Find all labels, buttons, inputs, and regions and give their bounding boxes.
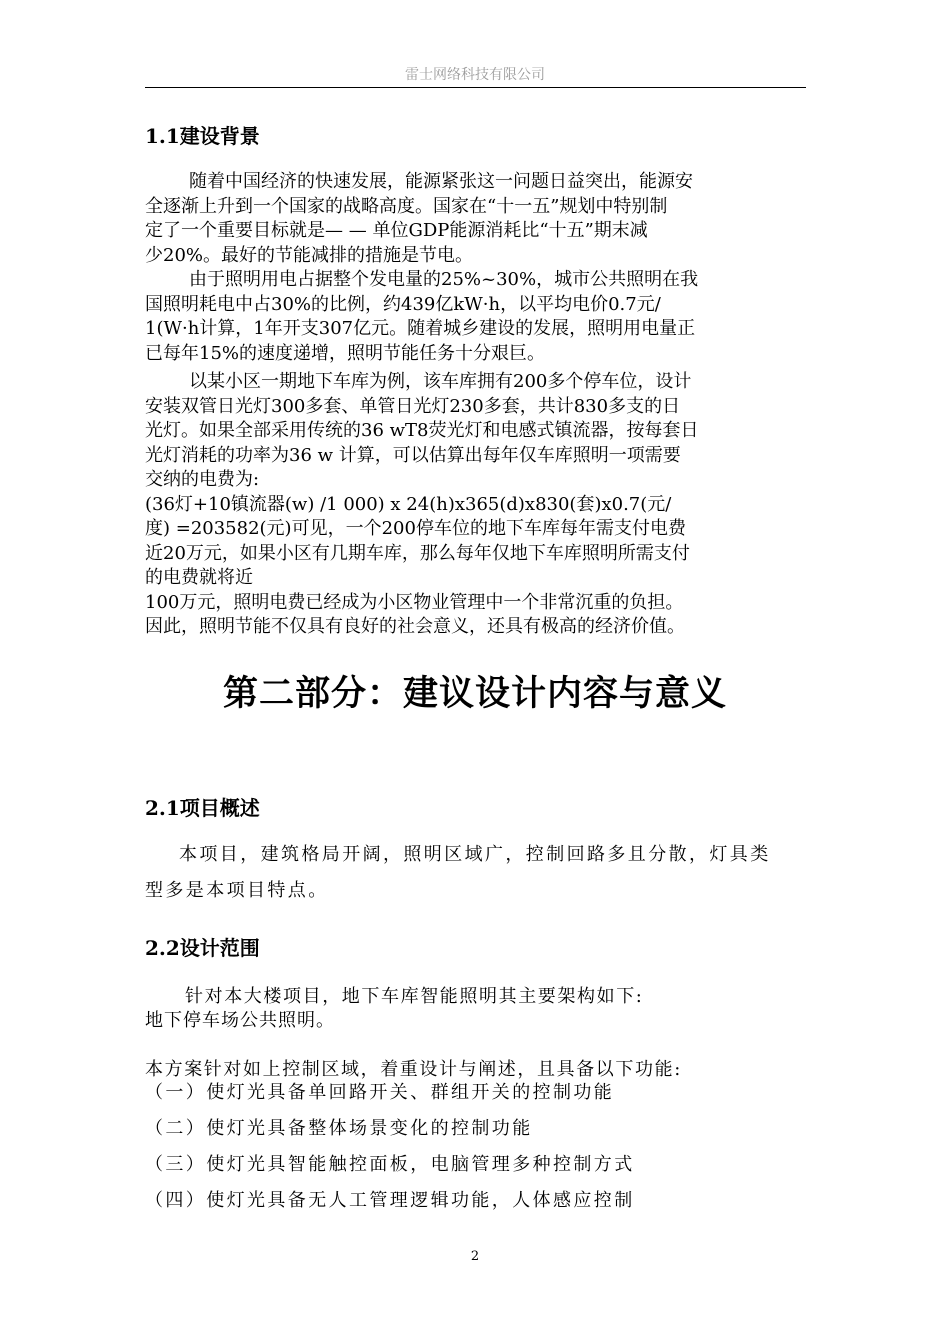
paragraph-line: 定了一个重要目标就是— — 单位GDP能源消耗比“十五”期末减 [145, 220, 648, 241]
section-heading-2-2: 2.2设计范围 [145, 936, 260, 960]
function-item-1: （一）使灯光具备单回路开关、群组开关的控制功能 [145, 1082, 615, 1103]
paragraph-line: 1(W·h计算，1年开支307亿元。随着城乡建设的发展，照明用电量正 [145, 318, 696, 339]
paragraph-background-1 [145, 170, 806, 268]
paragraph-line: 国照明耗电中占30%的比例，约439亿kW·h，以平均电价0.7元/ [145, 293, 661, 315]
scope-item: 地下停车场公共照明。 [145, 1010, 335, 1031]
part-two-title: 第二部分：建议设计内容与意义 [222, 673, 727, 714]
paragraph-line: 度) =203582(元)可见，一个200停车位的地下车库每年需支付电费 [145, 518, 686, 539]
paragraph-line: 近20万元，如果小区有几期车库，那么每年仅地下车库照明所需支付 [145, 542, 690, 564]
paragraph-line: 由于照明用电占据整个发电量的25%~30%，城市公共照明在我 [189, 269, 699, 290]
paragraph-line: 随着中国经济的快速发展，能源紧张这一问题日益突出，能源安 [189, 171, 693, 192]
paragraph-line: 因此，照明节能不仅具有良好的社会意义，还具有极高的经济价值。 [145, 616, 685, 637]
paragraph-line: 100万元，照明电费已经成为小区物业管理中一个非常沉重的负担。 [145, 591, 684, 613]
section-heading-1-1: 1.1建设背景 [145, 124, 260, 148]
paragraph-line: (36灯+10镇流器(w) /1 000) x 24(h)x365(d)x830(套)x0.7(元/ [145, 493, 672, 515]
paragraph-line: 以某小区一期地下车库为例，该车库拥有200多个停车位，设计 [189, 371, 692, 392]
function-item-2: （二）使灯光具备整体场景变化的控制功能 [145, 1118, 533, 1139]
functions-lead: 本方案针对如上控制区域，着重设计与阐述，且具备以下功能: [145, 1059, 682, 1080]
section-heading-2-1: 2.1项目概述 [145, 796, 260, 820]
overview-line-2: 型多是本项目特点。 [145, 880, 329, 901]
paragraph-line: 的电费就将近 [145, 567, 253, 588]
paragraph-background-3 [145, 370, 806, 640]
overview-line-1: 本项目，建筑格局开阔，照明区域广，控制回路多且分散，灯具类 [179, 844, 771, 865]
paragraph-background-2 [145, 268, 806, 366]
function-item-3: （三）使灯光具智能触控面板，电脑管理多种控制方式 [145, 1154, 635, 1175]
scope-intro: 针对本大楼项目，地下车库智能照明其主要架构如下: [185, 986, 644, 1007]
paragraph-line: 光灯消耗的功率为36 w 计算，可以估算出每年仅车库照明一项需要 [145, 444, 681, 466]
paragraph-line: 交纳的电费为: [145, 469, 260, 490]
paragraph-line: 全逐渐上升到一个国家的战略高度。国家在“十一五”规划中特别制 [145, 195, 668, 217]
page-header-company: 雷士网络科技有限公司 [405, 67, 545, 83]
function-item-4: （四）使灯光具备无人工管理逻辑功能，人体感应控制 [145, 1190, 635, 1211]
header-rule [145, 87, 806, 88]
paragraph-line: 已每年15%的速度递增，照明节能任务十分艰巨。 [145, 342, 546, 364]
paragraph-line: 安装双管日光灯300多套、单管日光灯230多套，共计830多支的日 [145, 395, 681, 417]
paragraph-line: 光灯。如果全部采用传统的36 wT8荧光灯和电感式镇流器，按每套日 [145, 420, 699, 441]
paragraph-line: 少20%。最好的节能减排的措施是节电。 [145, 244, 474, 266]
page-number: 2 [470, 1249, 480, 1264]
